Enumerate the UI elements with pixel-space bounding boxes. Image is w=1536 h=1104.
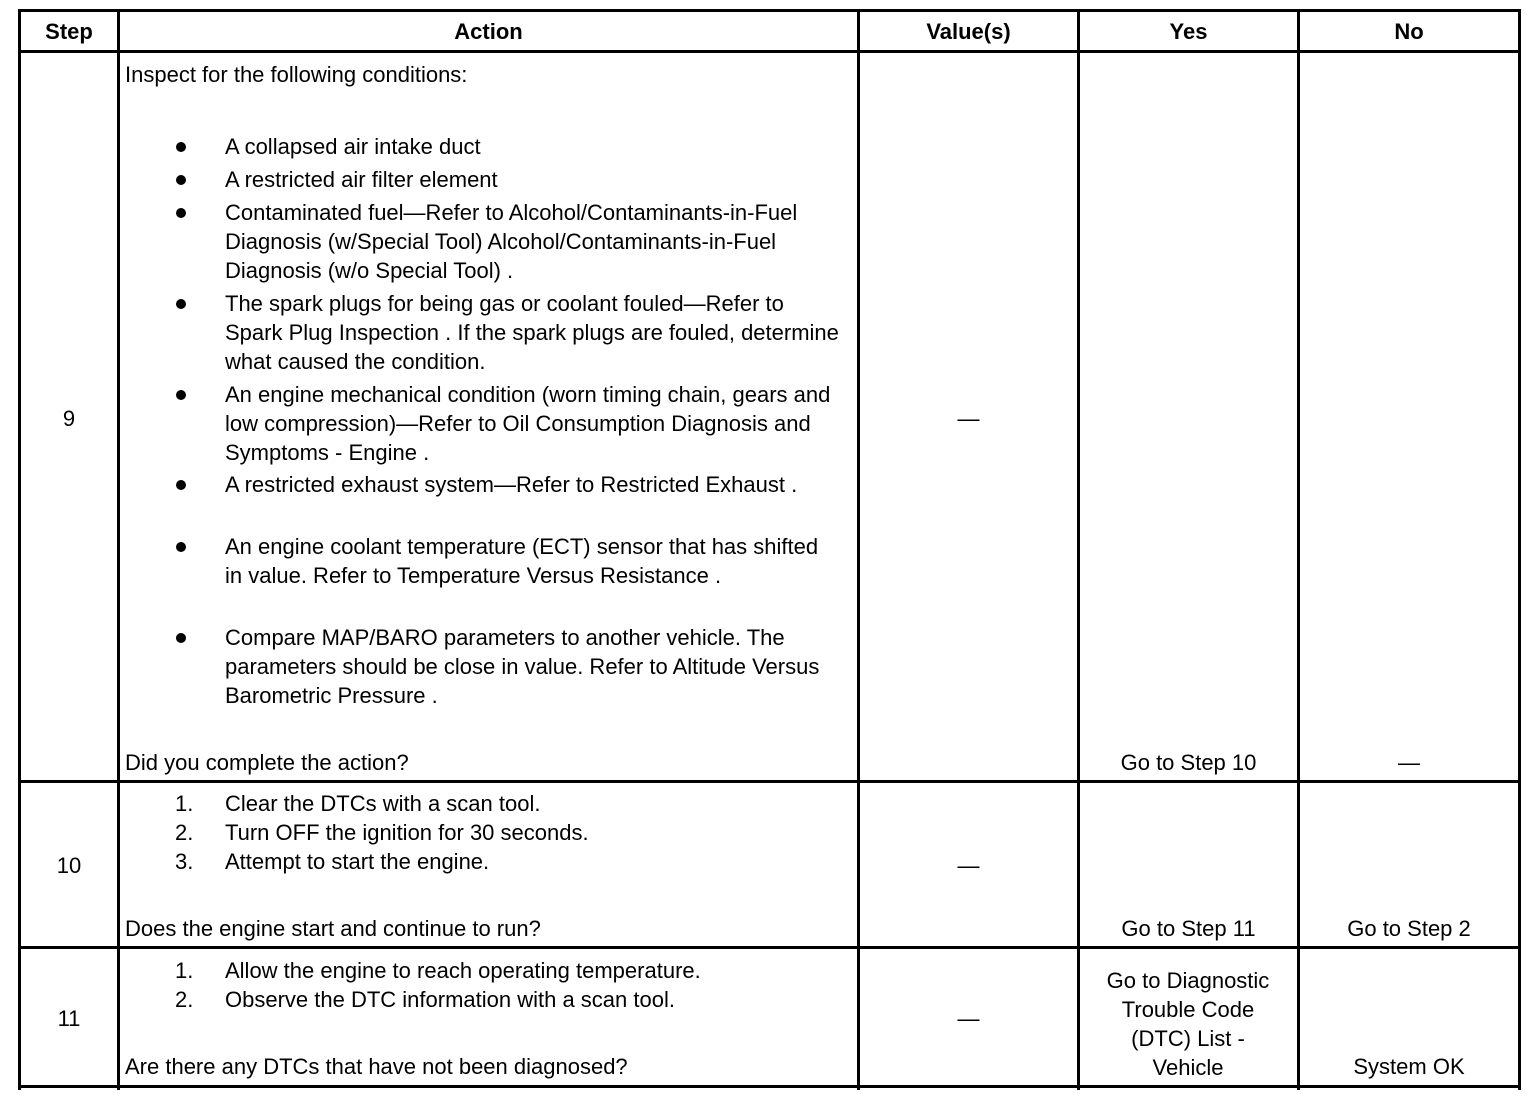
table-border xyxy=(18,9,1521,12)
table-border xyxy=(18,10,21,1090)
list-item: The spark plugs for being gas or coolant fouled—Refer to Spark Plug Inspection . If the spark plugs are fouled, determine what caused the condition. xyxy=(225,291,839,374)
list-number: 1. xyxy=(175,958,194,983)
list-number: 1. xyxy=(175,791,194,816)
bullet-icon xyxy=(176,208,186,218)
step-number: 9 xyxy=(62,406,76,431)
action-question: Did you complete the action? xyxy=(125,750,409,775)
step-number: 10 xyxy=(56,853,82,878)
action-question: Are there any DTCs that have not been diagnosed? xyxy=(125,1054,628,1079)
header-step: Step xyxy=(45,19,93,44)
bullet-icon xyxy=(176,175,186,185)
list-item: Contaminated fuel—Refer to Alcohol/Contaminants-in-Fuel Diagnosis (w/Special Tool) Alcohol/Contaminants-in-Fuel Diagnosis (w/o Special Tool) . xyxy=(225,200,798,283)
bullet-icon xyxy=(176,480,186,490)
bullet-icon xyxy=(176,299,186,309)
action-question: Does the engine start and continue to run? xyxy=(125,916,541,941)
value-cell: — xyxy=(957,1006,980,1031)
table-border xyxy=(117,10,120,1090)
list-item: Compare MAP/BARO parameters to another vehicle. The parameters should be close in value. Refer to Altitude Versus Barometric Pressure . xyxy=(225,625,820,708)
table-border xyxy=(18,780,1521,783)
no-cell: Go to Step 2 xyxy=(1347,916,1471,941)
list-item: Clear the DTCs with a scan tool. xyxy=(225,791,541,816)
step-number: 11 xyxy=(57,1006,81,1031)
list-number: 2. xyxy=(175,820,194,845)
bullet-icon xyxy=(176,390,186,400)
yes-cell: Go to Diagnostic Trouble Code (DTC) List - Vehicle xyxy=(1106,968,1270,1080)
header-values: Value(s) xyxy=(926,19,1011,44)
bullet-icon xyxy=(176,142,186,152)
header-no: No xyxy=(1394,19,1424,44)
value-cell: — xyxy=(957,853,980,878)
value-cell: — xyxy=(957,406,980,431)
list-number: 2. xyxy=(175,987,194,1012)
table-border xyxy=(18,50,1521,53)
no-cell: System OK xyxy=(1353,1054,1465,1079)
yes-cell: Go to Step 10 xyxy=(1120,750,1257,775)
bullet-icon xyxy=(176,633,186,643)
list-item: Observe the DTC information with a scan tool. xyxy=(225,987,675,1012)
list-item: Attempt to start the engine. xyxy=(225,849,490,874)
list-item: Turn OFF the ignition for 30 seconds. xyxy=(225,820,589,845)
table-border xyxy=(857,10,860,1090)
list-item: Allow the engine to reach operating temperature. xyxy=(225,958,701,983)
list-item: An engine mechanical condition (worn timing chain, gears and low compression)—Refer to Oil Consumption Diagnosis and Symptoms - Engine . xyxy=(225,382,831,465)
table-border xyxy=(1518,10,1521,1090)
table-border xyxy=(18,1085,1521,1088)
action-intro: Inspect for the following conditions: xyxy=(125,62,468,87)
list-item: A restricted air filter element xyxy=(225,167,498,192)
header-yes: Yes xyxy=(1169,19,1208,44)
bullet-icon xyxy=(176,542,186,552)
table-border xyxy=(18,946,1521,949)
list-item: A collapsed air intake duct xyxy=(225,134,481,159)
yes-cell: Go to Step 11 xyxy=(1121,916,1256,941)
no-cell: — xyxy=(1398,750,1420,775)
list-item: An engine coolant temperature (ECT) sensor that has shifted in value. Refer to Temperature Versus Resistance . xyxy=(225,534,819,588)
list-item: A restricted exhaust system—Refer to Restricted Exhaust . xyxy=(225,472,798,497)
header-action: Action xyxy=(454,19,523,44)
list-number: 3. xyxy=(175,849,194,874)
